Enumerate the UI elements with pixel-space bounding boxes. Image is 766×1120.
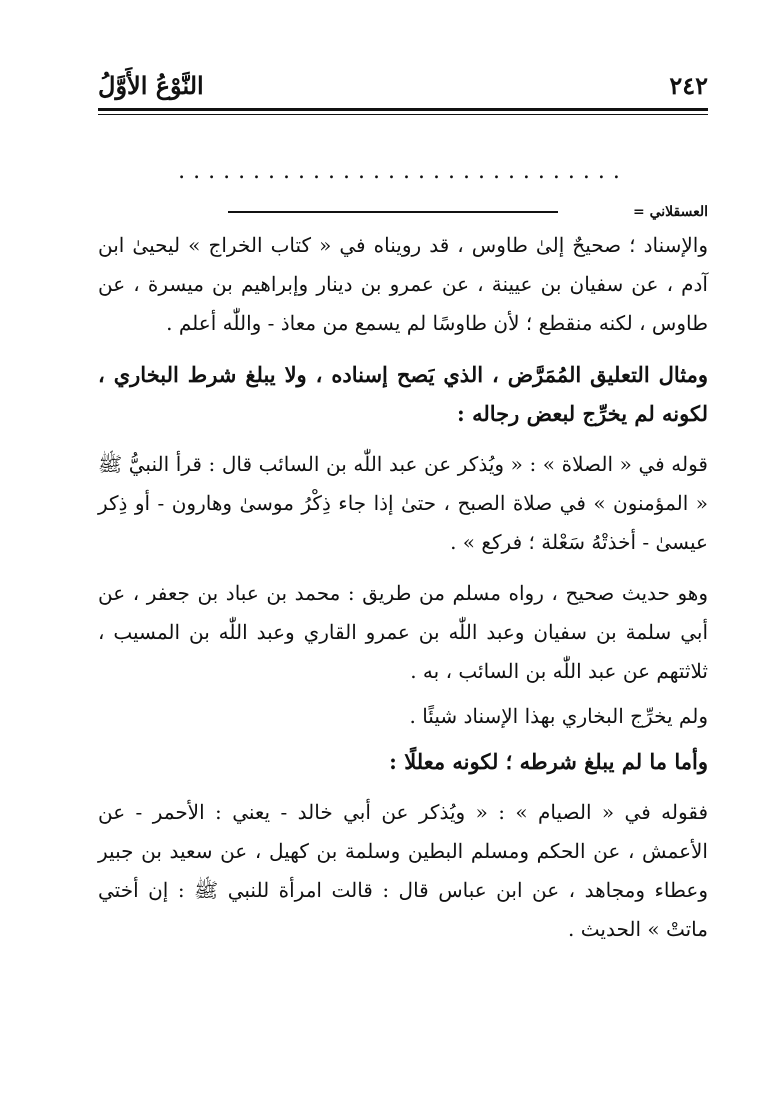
paragraph-muslim: وهو حديث صحيح ، رواه مسلم من طريق : محمد بن عباد بن جعفر ، عن أبي سلمة بن سفيان وعبد اللّٰه بن عمرو القاري وعبد اللّٰه بن المسيب ، ثلاثتهم عن عبد اللّٰه بن السائب ، به . bbox=[98, 581, 708, 683]
commentator-line bbox=[228, 211, 558, 213]
paragraph-siyam: فقوله في « الصيام » : « ويُذكر عن أبي خالد - يعني : الأحمر - عن الأعمش ، عن الحكم ومسلم البطين وسلمة بن كهيل ، عن سعيد بن جبير وعطاء ومجاهد ، عن ابن عباس قال : قالت امرأة للنبي ﷺ : إن أختي ماتتْ » الحديث . bbox=[98, 800, 708, 941]
commentator-row bbox=[98, 200, 708, 224]
paragraph-muallal-heading: وأما ما لم يبلغ شرطه ؛ لكونه معللًا : bbox=[389, 749, 708, 774]
main-text bbox=[98, 226, 708, 949]
paragraph-isnad: والإسناد ؛ صحيحٌ إلىٰ طاوس ، قد رويناه في « كتاب الخراج » ليحيىٰ ابن آدم ، عن سفيان بن عيينة ، عن عمرو بن دينار وإبراهيم بن ميسرة ، عن طاوس ، لكنه منقطع ؛ لأن طاوسًا لم يسمع من معاذ - واللّٰه أعلم . bbox=[98, 233, 708, 335]
dotted-separator: .............................. bbox=[178, 160, 628, 184]
paragraph-salat: قوله في « الصلاة » : « ويُذكر عن عبد اللّٰه بن السائب قال : قرأ النبيُّ ﷺ « المؤمنون » في صلاة الصبح ، حتىٰ إذا جاء ذِكْرُ موسىٰ وهارون - أو ذِكر عيسىٰ - أخذتْهُ سَعْلة ؛ فركع » . bbox=[98, 452, 708, 554]
header-rule-thick bbox=[98, 108, 708, 111]
header-rule-thin bbox=[98, 114, 708, 115]
commentator-label: العسقلاني = bbox=[632, 204, 708, 220]
paragraph-bukhari: ولم يخرِّج البخاري بهذا الإسناد شيئًا . bbox=[409, 704, 708, 728]
page-header bbox=[98, 68, 708, 104]
running-title: النَّوْعُ الأَوَّلُ bbox=[98, 71, 204, 100]
page-number: ٢٤٢ bbox=[669, 71, 708, 100]
paragraph-mumarrad-heading: ومثال التعليق المُمَرَّض ، الذي يَصح إسناده ، ولا يبلغ شرط البخاري ، لكونه لم يخرِّج لبعض رجاله : bbox=[98, 362, 708, 426]
